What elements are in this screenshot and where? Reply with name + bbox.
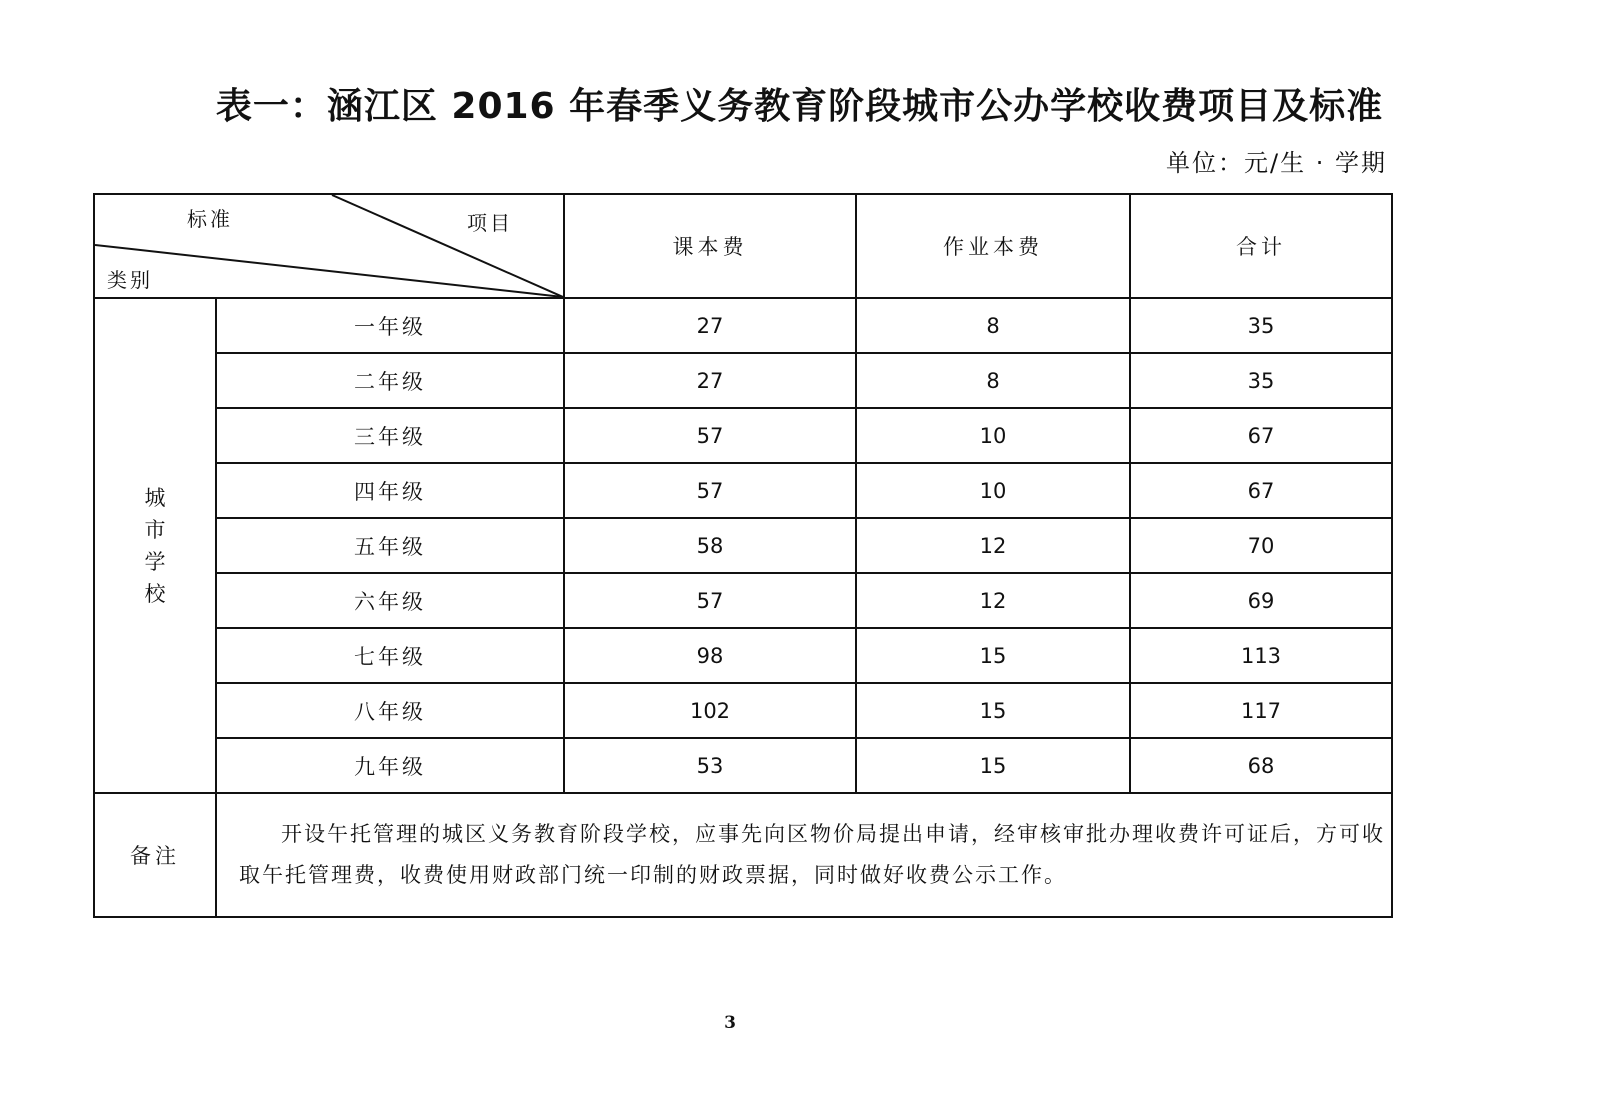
- table-row: [94, 518, 1392, 573]
- grade-cell: 四年级: [216, 463, 564, 518]
- grade-cell: 六年级: [216, 573, 564, 628]
- fee-table: [93, 193, 1393, 918]
- header-total: 合计: [1130, 194, 1392, 298]
- workbook-fee-cell: 12: [856, 573, 1130, 628]
- table-row: [94, 738, 1392, 793]
- category-char: 学: [144, 549, 166, 574]
- grade-cell: 三年级: [216, 408, 564, 463]
- corner-standard-label: 标准: [187, 207, 233, 231]
- workbook-fee-cell: 8: [856, 353, 1130, 408]
- remark-label: 备注: [94, 793, 216, 917]
- category-city-school: [94, 298, 216, 793]
- total-cell: 113: [1130, 628, 1392, 683]
- header-workbook-fee: 作业本费: [856, 194, 1130, 298]
- total-cell: 70: [1130, 518, 1392, 573]
- textbook-fee-cell: 53: [564, 738, 856, 793]
- workbook-fee-cell: 8: [856, 298, 1130, 353]
- grade-cell: 九年级: [216, 738, 564, 793]
- table-row: [94, 353, 1392, 408]
- table-row: [94, 683, 1392, 738]
- corner-header-cell: [94, 194, 564, 298]
- workbook-fee-cell: 10: [856, 463, 1130, 518]
- total-cell: 67: [1130, 463, 1392, 518]
- page-number: 3: [724, 1013, 736, 1033]
- total-cell: 117: [1130, 683, 1392, 738]
- workbook-fee-cell: 15: [856, 738, 1130, 793]
- grade-cell: 七年级: [216, 628, 564, 683]
- workbook-fee-cell: 15: [856, 628, 1130, 683]
- textbook-fee-cell: 98: [564, 628, 856, 683]
- total-cell: 67: [1130, 408, 1392, 463]
- page-title: 表一：涵江区 2016 年春季义务教育阶段城市公办学校收费项目及标准: [215, 86, 1384, 127]
- textbook-fee-cell: 27: [564, 353, 856, 408]
- table-row: [94, 298, 1392, 353]
- textbook-fee-cell: 27: [564, 298, 856, 353]
- corner-item-label: 项目: [467, 211, 513, 235]
- textbook-fee-cell: 57: [564, 573, 856, 628]
- workbook-fee-cell: 15: [856, 683, 1130, 738]
- grade-cell: 五年级: [216, 518, 564, 573]
- remark-row: [94, 793, 1392, 917]
- category-char: 城: [144, 485, 166, 510]
- remark-text-cell: [216, 793, 1392, 917]
- textbook-fee-cell: 58: [564, 518, 856, 573]
- table-row: [94, 408, 1392, 463]
- header-textbook-fee: 课本费: [564, 194, 856, 298]
- category-char: 校: [144, 581, 166, 606]
- total-cell: 35: [1130, 298, 1392, 353]
- category-char: 市: [144, 517, 166, 542]
- total-cell: 69: [1130, 573, 1392, 628]
- grade-cell: 八年级: [216, 683, 564, 738]
- workbook-fee-cell: 10: [856, 408, 1130, 463]
- total-cell: 35: [1130, 353, 1392, 408]
- textbook-fee-cell: 57: [564, 463, 856, 518]
- unit-label: 单位：元/生 · 学期: [1166, 149, 1387, 177]
- workbook-fee-cell: 12: [856, 518, 1130, 573]
- remark-text: 开设午托管理的城区义务教育阶段学校，应事先向区物价局提出申请，经审核审批办理收费许可证后，方可收取午托管理费，收费使用财政部门统一印制的财政票据，同时做好收费公示工作。: [239, 822, 1385, 887]
- grade-cell: 一年级: [216, 298, 564, 353]
- textbook-fee-cell: 102: [564, 683, 856, 738]
- grade-cell: 二年级: [216, 353, 564, 408]
- textbook-fee-cell: 57: [564, 408, 856, 463]
- table-row: [94, 573, 1392, 628]
- corner-category-label: 类别: [107, 268, 153, 292]
- table-row: [94, 628, 1392, 683]
- total-cell: 68: [1130, 738, 1392, 793]
- table-row: [94, 463, 1392, 518]
- header-row: [94, 194, 1392, 298]
